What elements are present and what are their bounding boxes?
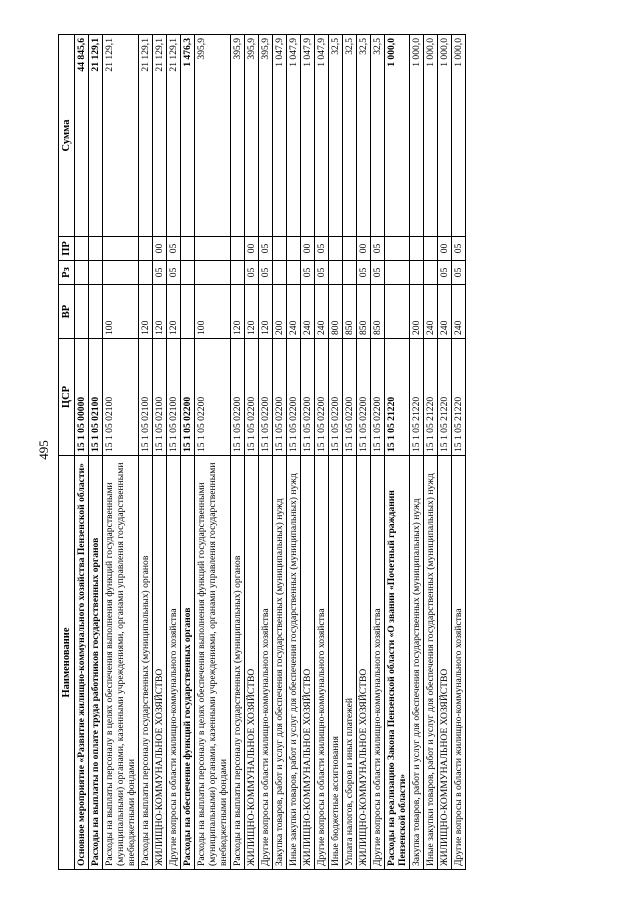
cell-rz: [138, 261, 152, 285]
header-name: Наименование: [58, 456, 74, 870]
cell-pr: 05: [451, 237, 465, 261]
cell-pr: [286, 237, 300, 261]
table-row: [194, 35, 230, 870]
cell-vr: [180, 285, 194, 339]
cell-sum: 395,9: [244, 35, 258, 237]
table-row: [102, 35, 138, 870]
cell-pr: 00: [356, 237, 370, 261]
cell-rz: 05: [258, 261, 272, 285]
header-sum: Сумма: [58, 35, 74, 237]
cell-rz: 05: [370, 261, 384, 285]
cell-pr: [180, 237, 194, 261]
table-row: [437, 35, 451, 870]
cell-sum: 21 129,1: [152, 35, 166, 237]
cell-pr: [88, 237, 102, 261]
cell-pr: 00: [152, 237, 166, 261]
table-row: [356, 35, 370, 870]
cell-sum: 32,5: [328, 35, 342, 237]
header-vr: ВР: [58, 285, 74, 339]
cell-sum: 1 047,9: [300, 35, 314, 237]
cell-name: Иные закупки товаров, работ и услуг для обеспечения государственных (муниципальных) нужд: [286, 456, 300, 870]
cell-pr: [138, 237, 152, 261]
cell-sum: 21 129,1: [138, 35, 152, 237]
cell-pr: [384, 237, 409, 261]
cell-name: Другие вопросы в области жилищно-коммунального хозяйства: [451, 456, 465, 870]
cell-name: Расходы на выплаты персоналу в целях обеспечения выполнения функций государственными (муниципальными) органами, казенными учреждениями, органами управления государственными внебюджетными фондами: [102, 456, 138, 870]
cell-sum: 395,9: [258, 35, 272, 237]
cell-rz: 05: [314, 261, 328, 285]
cell-vr: 120: [138, 285, 152, 339]
cell-rz: [328, 261, 342, 285]
cell-rz: 05: [356, 261, 370, 285]
cell-vr: 240: [314, 285, 328, 339]
cell-rz: 05: [244, 261, 258, 285]
cell-rz: [286, 261, 300, 285]
cell-vr: 200: [272, 285, 286, 339]
cell-sum: 32,5: [356, 35, 370, 237]
cell-sum: 1 476,3: [180, 35, 194, 237]
table-body: [74, 35, 465, 870]
cell-vr: [384, 285, 409, 339]
cell-name: Закупка товаров, работ и услуг для обеспечения государственных (муниципальных) нужд: [409, 456, 423, 870]
table-row: [272, 35, 286, 870]
cell-csr: 15 1 05 02200: [258, 339, 272, 456]
table-row: [342, 35, 356, 870]
cell-vr: 240: [423, 285, 437, 339]
cell-vr: 240: [437, 285, 451, 339]
cell-name: Закупка товаров, работ и услуг для обеспечения государственных (муниципальных) нужд: [272, 456, 286, 870]
cell-csr: 15 1 05 02200: [328, 339, 342, 456]
cell-vr: 100: [194, 285, 230, 339]
cell-name: Уплата налогов, сборов и иных платежей: [342, 456, 356, 870]
table-row: [258, 35, 272, 870]
cell-vr: 100: [102, 285, 138, 339]
cell-rz: [423, 261, 437, 285]
cell-csr: 15 1 05 02200: [314, 339, 328, 456]
header-csr: ЦСР: [58, 339, 74, 456]
cell-csr: 15 1 05 02100: [88, 339, 102, 456]
table-row: [370, 35, 384, 870]
page-number: 495: [35, 440, 51, 460]
cell-pr: [328, 237, 342, 261]
cell-vr: 240: [300, 285, 314, 339]
cell-sum: 21 129,1: [166, 35, 180, 237]
cell-name: ЖИЛИЩНО-КОММУНАЛЬНОЕ ХОЗЯЙСТВО: [152, 456, 166, 870]
cell-csr: 15 1 05 02200: [272, 339, 286, 456]
cell-csr: 15 1 05 21220: [451, 339, 465, 456]
table-row: [328, 35, 342, 870]
cell-pr: [423, 237, 437, 261]
cell-vr: 850: [370, 285, 384, 339]
cell-csr: 15 1 05 02200: [286, 339, 300, 456]
cell-csr: 15 1 05 02200: [180, 339, 194, 456]
table-row: [166, 35, 180, 870]
cell-name: Иные бюджетные ассигнования: [328, 456, 342, 870]
cell-vr: 120: [230, 285, 244, 339]
cell-vr: 850: [342, 285, 356, 339]
table-row: [300, 35, 314, 870]
cell-name: ЖИЛИЩНО-КОММУНАЛЬНОЕ ХОЗЯЙСТВО: [300, 456, 314, 870]
header-pr: ПР: [58, 237, 74, 261]
cell-csr: 15 1 05 02100: [102, 339, 138, 456]
cell-vr: 120: [166, 285, 180, 339]
cell-rz: [102, 261, 138, 285]
cell-name: Основное мероприятие «Развитие жилищно-коммунального хозяйства Пензенской области»: [74, 456, 88, 870]
cell-rz: [230, 261, 244, 285]
table-row: [384, 35, 409, 870]
cell-vr: [74, 285, 88, 339]
cell-csr: 15 1 05 02200: [356, 339, 370, 456]
rotated-page: [58, 35, 583, 870]
cell-name: Расходы на выплаты персоналу государственных (муниципальных) органов: [230, 456, 244, 870]
cell-csr: 15 1 05 21220: [423, 339, 437, 456]
cell-pr: [342, 237, 356, 261]
cell-name: Иные закупки товаров, работ и услуг для обеспечения государственных (муниципальных) нужд: [423, 456, 437, 870]
cell-sum: 1 000,0: [384, 35, 409, 237]
cell-vr: 240: [451, 285, 465, 339]
cell-name: Расходы на выплаты персоналу в целях обеспечения выполнения функций государственными (муниципальными) органами, казенными учреждениями, органами управления государственными внебюджетными фондами: [194, 456, 230, 870]
cell-csr: 15 1 05 02100: [166, 339, 180, 456]
table-row: [152, 35, 166, 870]
cell-rz: [194, 261, 230, 285]
table-row: [138, 35, 152, 870]
cell-rz: 05: [300, 261, 314, 285]
cell-rz: [342, 261, 356, 285]
cell-rz: [180, 261, 194, 285]
cell-pr: 05: [166, 237, 180, 261]
budget-table: [58, 34, 466, 870]
cell-csr: 15 1 05 02200: [194, 339, 230, 456]
cell-rz: 05: [437, 261, 451, 285]
cell-rz: [74, 261, 88, 285]
cell-vr: 120: [244, 285, 258, 339]
cell-sum: 1 000,0: [437, 35, 451, 237]
cell-rz: 05: [451, 261, 465, 285]
cell-pr: [102, 237, 138, 261]
cell-name: ЖИЛИЩНО-КОММУНАЛЬНОЕ ХОЗЯЙСТВО: [356, 456, 370, 870]
cell-name: Расходы на выплаты по оплате труда работников государственных органов: [88, 456, 102, 870]
cell-rz: [384, 261, 409, 285]
cell-name: Другие вопросы в области жилищно-коммунального хозяйства: [370, 456, 384, 870]
cell-pr: [194, 237, 230, 261]
cell-pr: [230, 237, 244, 261]
cell-sum: 1 047,9: [286, 35, 300, 237]
table-row: [286, 35, 300, 870]
cell-csr: 15 1 05 02200: [244, 339, 258, 456]
table-row: [423, 35, 437, 870]
cell-rz: 05: [166, 261, 180, 285]
table-row: [230, 35, 244, 870]
table-row: [180, 35, 194, 870]
cell-name: ЖИЛИЩНО-КОММУНАЛЬНОЕ ХОЗЯЙСТВО: [437, 456, 451, 870]
cell-csr: 15 1 05 21220: [409, 339, 423, 456]
cell-pr: [272, 237, 286, 261]
table-row: [314, 35, 328, 870]
table-row: [244, 35, 258, 870]
cell-name: Другие вопросы в области жилищно-коммунального хозяйства: [166, 456, 180, 870]
cell-pr: 05: [258, 237, 272, 261]
cell-pr: 00: [437, 237, 451, 261]
cell-sum: 395,9: [194, 35, 230, 237]
cell-csr: 15 1 05 02200: [370, 339, 384, 456]
cell-vr: 240: [286, 285, 300, 339]
cell-csr: 15 1 05 21220: [384, 339, 409, 456]
cell-pr: 00: [244, 237, 258, 261]
cell-sum: 21 129,1: [88, 35, 102, 237]
cell-csr: 15 1 05 02200: [230, 339, 244, 456]
cell-csr: 15 1 05 02100: [138, 339, 152, 456]
cell-pr: [409, 237, 423, 261]
cell-sum: 1 047,9: [314, 35, 328, 237]
table-row: [88, 35, 102, 870]
cell-sum: 1 000,0: [409, 35, 423, 237]
cell-name: ЖИЛИЩНО-КОММУНАЛЬНОЕ ХОЗЯЙСТВО: [244, 456, 258, 870]
cell-sum: 44 845,6: [74, 35, 88, 237]
header-rz: Рз: [58, 261, 74, 285]
table-row: [451, 35, 465, 870]
cell-pr: 05: [314, 237, 328, 261]
cell-sum: 1 047,9: [272, 35, 286, 237]
cell-csr: 15 1 05 02200: [300, 339, 314, 456]
cell-name: Расходы на реализацию Закона Пензенской области «О звании «Почетный гражданин Пензенской области»: [384, 456, 409, 870]
table-row: [74, 35, 88, 870]
cell-vr: 120: [152, 285, 166, 339]
cell-vr: 800: [328, 285, 342, 339]
cell-pr: [74, 237, 88, 261]
cell-name: Расходы на обеспечение функций государственных органов: [180, 456, 194, 870]
cell-sum: 1 000,0: [423, 35, 437, 237]
cell-vr: 120: [258, 285, 272, 339]
table-header-row: [58, 35, 74, 870]
cell-rz: [88, 261, 102, 285]
table-row: [409, 35, 423, 870]
cell-csr: 15 1 05 02200: [342, 339, 356, 456]
cell-name: Другие вопросы в области жилищно-коммунального хозяйства: [314, 456, 328, 870]
cell-sum: 1 000,0: [451, 35, 465, 237]
cell-rz: 05: [152, 261, 166, 285]
cell-csr: 15 1 05 02100: [152, 339, 166, 456]
cell-rz: [409, 261, 423, 285]
cell-vr: 850: [356, 285, 370, 339]
cell-rz: [272, 261, 286, 285]
cell-name: Другие вопросы в области жилищно-коммунального хозяйства: [258, 456, 272, 870]
cell-vr: [88, 285, 102, 339]
cell-name: Расходы на выплаты персоналу государственных (муниципальных) органов: [138, 456, 152, 870]
cell-sum: 32,5: [370, 35, 384, 237]
cell-csr: 15 1 05 00000: [74, 339, 88, 456]
cell-sum: 21 129,1: [102, 35, 138, 237]
cell-pr: 00: [300, 237, 314, 261]
cell-sum: 32,5: [342, 35, 356, 237]
cell-vr: 200: [409, 285, 423, 339]
cell-sum: 395,9: [230, 35, 244, 237]
cell-pr: 05: [370, 237, 384, 261]
cell-csr: 15 1 05 21220: [437, 339, 451, 456]
